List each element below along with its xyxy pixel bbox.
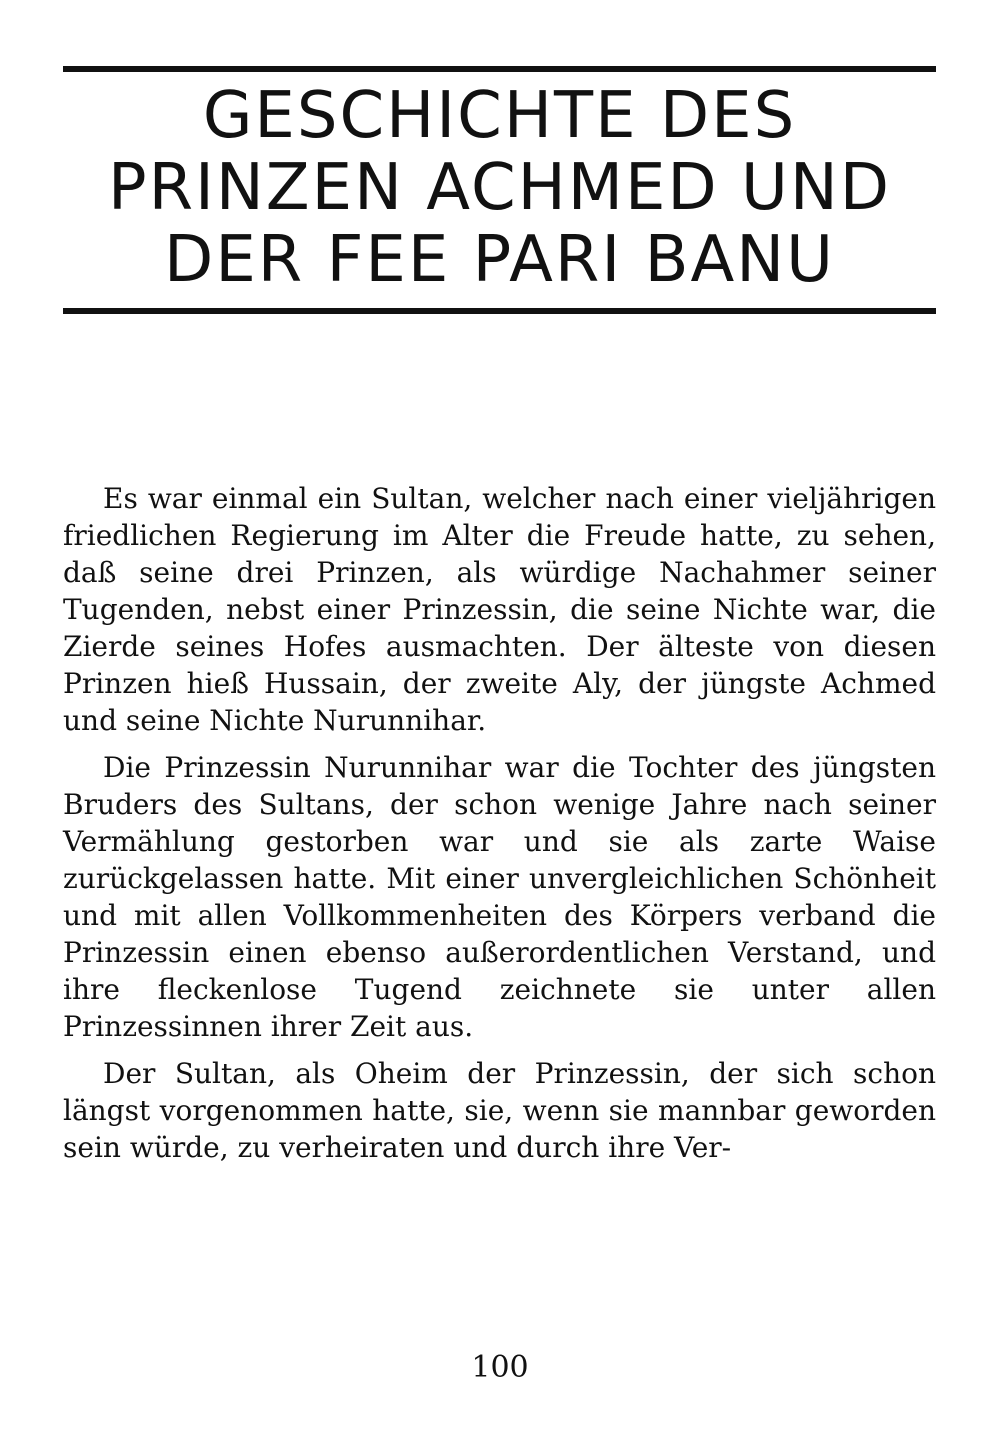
page-number: 100 xyxy=(471,1350,529,1385)
bottom-rule xyxy=(63,308,936,314)
top-rule xyxy=(63,66,936,72)
title-line-2: PRINZEN ACHMED UND xyxy=(107,151,892,225)
title-line-3: DER FEE PARI BANU xyxy=(164,223,835,297)
title-line-1: GESCHICHTE DES xyxy=(202,79,797,153)
paragraph-2: Die Prinzessin Nurunnihar war die Tochter des jüngsten Bruders des Sultans, der schon wenige Jahre nach seiner Vermählung gestorben war und sie als zarte Waise zurückgelassen hatte. Mit einer unvergleichlichen Schönheit und mit allen Vollkommenheiten des Körpers verband die Prinzessin einen ebenso außerordentlichen Verstand, und ihre fleckenlose Tugend zeichnete sie unter allen Prinzessinnen ihrer Zeit aus. xyxy=(63,751,936,1043)
paragraph-1: Es war einmal ein Sultan, welcher nach einer vieljährigen friedlichen Regierung im Alter die Freude hatte, zu sehen, daß seine drei Prinzen, als würdige Nachahmer seiner Tugenden, nebst einer Prinzessin, die seine Nichte war, die Zierde seines Hofes ausmachten. Der älteste von diesen Prinzen hieß Hussain, der zweite Aly, der jüngste Achmed und seine Nichte Nurunnihar. xyxy=(63,482,936,737)
body-text xyxy=(63,480,936,1176)
paragraph-3: Der Sultan, als Oheim der Prinzessin, der sich schon längst vorgenommen hatte, sie, wenn sie mannbar geworden sein würde, zu verheiraten und durch ihre Ver- xyxy=(63,1057,936,1164)
page-title xyxy=(63,80,936,296)
